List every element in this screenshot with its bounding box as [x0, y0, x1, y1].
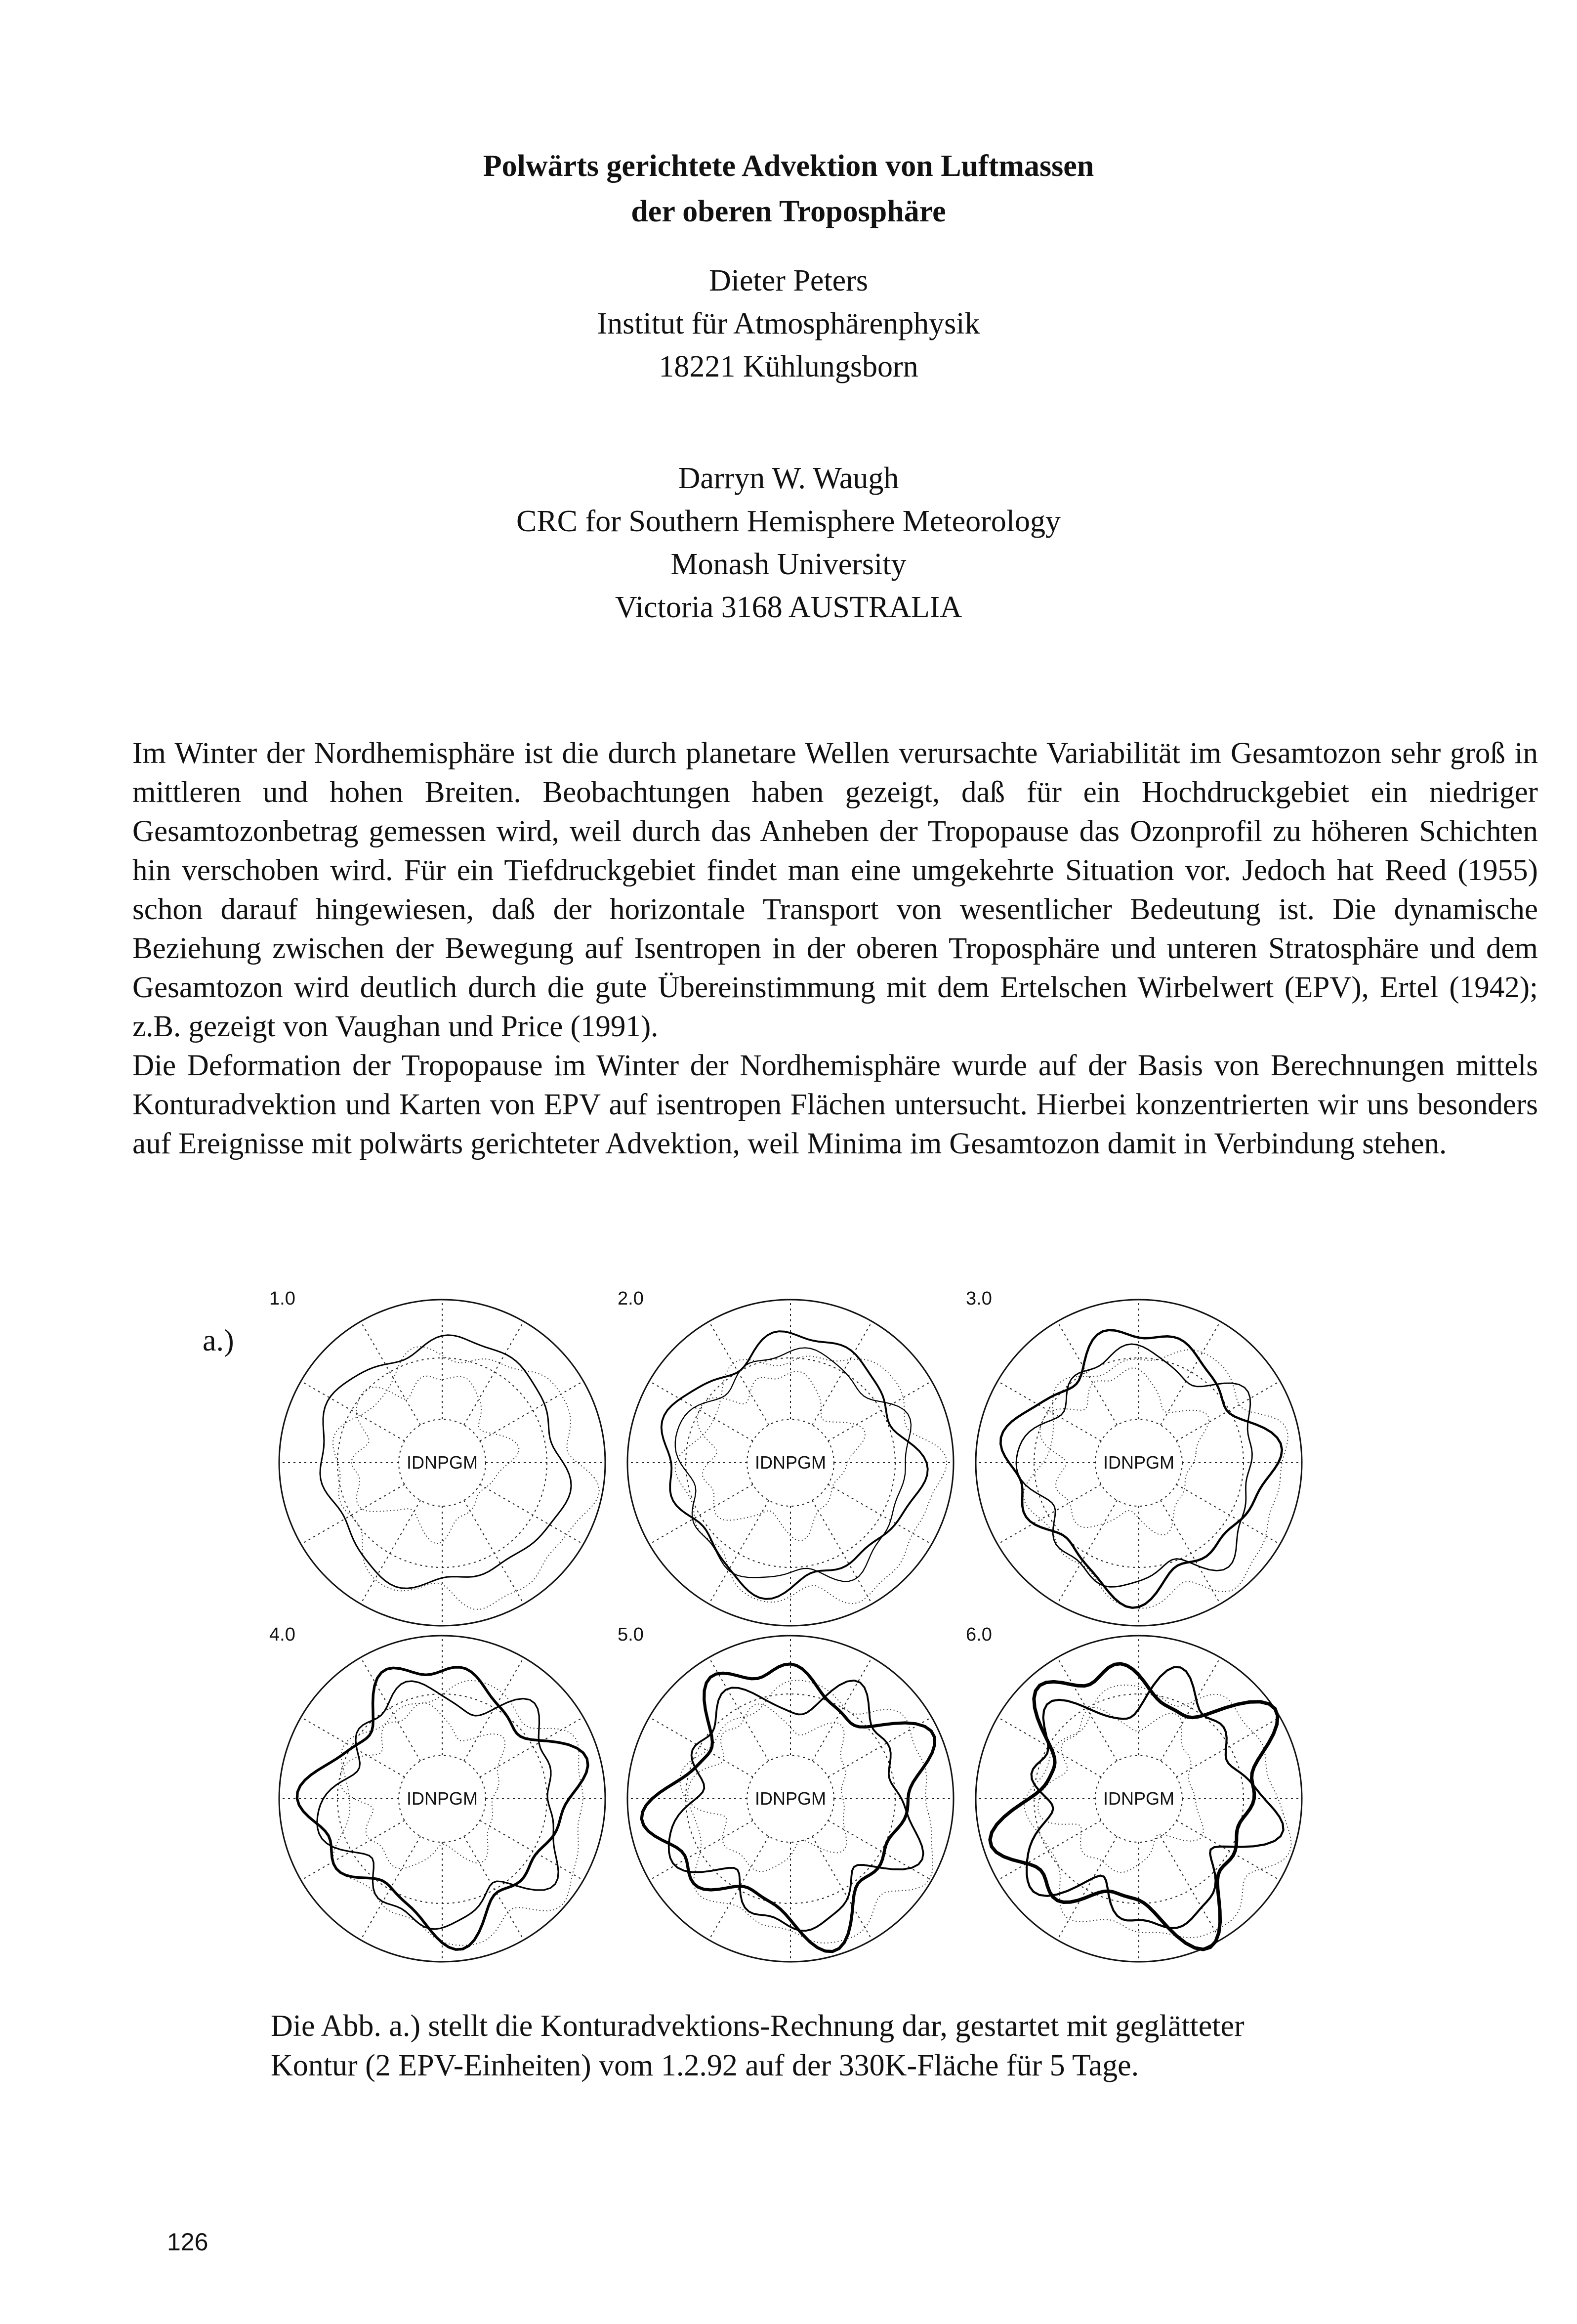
- polar-map-panel: [966, 1288, 1302, 1626]
- meridian-line: [361, 1321, 420, 1425]
- paper-title: [0, 143, 1577, 234]
- coastline-contour: [680, 1680, 933, 1943]
- meridian-line: [464, 1836, 524, 1940]
- polar-map-panel: [966, 1624, 1302, 1962]
- meridian-line: [480, 1381, 583, 1441]
- figure-caption: [271, 2006, 1245, 2085]
- page-number: 126: [167, 2228, 208, 2256]
- meridian-line: [480, 1484, 583, 1544]
- caption-line-2: Kontur (2 EPV-Einheiten) vom 1.2.92 auf der 330K-Fläche für 5 Tage.: [271, 2049, 1139, 2082]
- author-name: Dieter Peters: [709, 264, 868, 297]
- pole-grid-label: IDNPGM: [1103, 1452, 1174, 1473]
- panel-time-label: 1.0: [269, 1288, 295, 1309]
- body-text: [132, 734, 1538, 1163]
- coastline-contour: [333, 1681, 583, 1945]
- author-affiliation-line: CRC for Southern Hemisphere Meteorology: [516, 505, 1061, 538]
- meridian-line: [1057, 1657, 1117, 1761]
- body-paragraph-1: Im Winter der Nordhemisphäre ist die durch planetare Wellen verursachte Variabilität im Gesamtozon sehr groß in mittleren und hohen Breiten. Beobachtungen haben gezeigt, daß für ein Hochdruckgebiet ein niedriger Gesamtozonbetrag gemessen wird, weil durch das Anheben der Tropopause das Ozonprofil zu höheren Schichten hin verschoben wird. Für ein Tiefdruckgebiet findet man eine umgekehrte Situation vor. Jedoch hat Reed (1955) schon darauf hingewiesen, daß der horizontale Transport von wesentlicher Bedeutung ist. Die dynamische Beziehung zwischen der Bewegung auf Isentropen in der oberen Troposphäre und unteren Stratosphäre und dem Gesamtozon wird deutlich durch die gute Übereinstimmung mit dem Ertelschen Wirbelwert (EPV), Ertel (1942); z.B. gezeigt von Vaughan und Price (1991).: [132, 737, 1538, 1043]
- meridian-line: [997, 1484, 1101, 1544]
- coastline-contour: [1025, 1685, 1291, 1938]
- panel-time-label: 3.0: [966, 1288, 992, 1309]
- coastline-contour: [1023, 1350, 1288, 1608]
- meridian-line: [464, 1321, 524, 1425]
- pole-grid-label: IDNPGM: [407, 1788, 478, 1809]
- meridian-line: [812, 1321, 872, 1425]
- meridian-line: [1057, 1500, 1117, 1604]
- coastline-contour: [675, 1356, 947, 1604]
- coastline-contour: [340, 1703, 505, 1868]
- meridian-line: [997, 1820, 1101, 1880]
- meridian-line: [1176, 1820, 1280, 1880]
- meridian-line: [649, 1484, 753, 1544]
- meridian-line: [480, 1717, 583, 1777]
- meridian-line: [812, 1657, 872, 1761]
- polar-map-panel: [618, 1624, 954, 1962]
- body-paragraph-2: Die Deformation der Tropopause im Winter der Nordhemisphäre wurde auf der Basis von Berechnungen mittels Konturadvektion und Karten von EPV auf isentropen Flächen untersucht. Hierbei konzentrierten wir uns besonders auf Ereignisse mit polwärts gerichteter Advektion, weil Minima im Gesamtozon damit in Verbindung stehen.: [132, 1049, 1538, 1160]
- panel-time-label: 6.0: [966, 1624, 992, 1645]
- author-affiliation-line: Victoria 3168 AUSTRALIA: [615, 591, 962, 624]
- figure-label: a.): [203, 1324, 234, 1357]
- meridian-line: [1057, 1321, 1117, 1425]
- panel-time-label: 4.0: [269, 1624, 295, 1645]
- meridian-line: [997, 1381, 1101, 1441]
- coastline-contour: [333, 1347, 599, 1609]
- pole-grid-label: IDNPGM: [755, 1788, 826, 1809]
- pole-grid-label: IDNPGM: [407, 1452, 478, 1473]
- contour-advection-figure: [269, 1285, 1364, 1942]
- meridian-line: [301, 1820, 405, 1880]
- coastline-contour: [1040, 1368, 1209, 1535]
- polar-map-panel: [269, 1624, 605, 1962]
- meridian-line: [649, 1381, 753, 1441]
- author-affiliation-line: Monash University: [670, 548, 907, 581]
- title-line-1: Polwärts gerichtete Advektion von Luftmassen: [483, 149, 1094, 183]
- meridian-line: [480, 1820, 583, 1880]
- pole-grid-label: IDNPGM: [755, 1452, 826, 1473]
- panel-time-label: 5.0: [618, 1624, 644, 1645]
- author-affiliation-line: 18221 Kühlungsborn: [659, 350, 918, 383]
- author-affiliation-line: Institut für Atmosphärenphysik: [597, 307, 980, 340]
- meridian-line: [649, 1717, 753, 1777]
- author-block-peters: [0, 259, 1577, 388]
- meridian-line: [301, 1484, 405, 1544]
- pole-grid-label: IDNPGM: [1103, 1788, 1174, 1809]
- polar-map-panel: [618, 1288, 954, 1626]
- author-block-waugh: [0, 457, 1577, 629]
- meridian-line: [1176, 1484, 1280, 1544]
- title-line-2: der oberen Troposphäre: [631, 195, 946, 228]
- meridian-line: [301, 1381, 405, 1441]
- caption-line-1: Die Abb. a.) stellt die Konturadvektions-Rechnung dar, gestartet mit geglätteter: [271, 2009, 1245, 2043]
- panel-time-label: 2.0: [618, 1288, 644, 1309]
- meridian-line: [464, 1500, 524, 1604]
- author-name: Darryn W. Waugh: [678, 462, 899, 495]
- polar-map-panel: [269, 1288, 605, 1626]
- meridian-line: [812, 1500, 872, 1604]
